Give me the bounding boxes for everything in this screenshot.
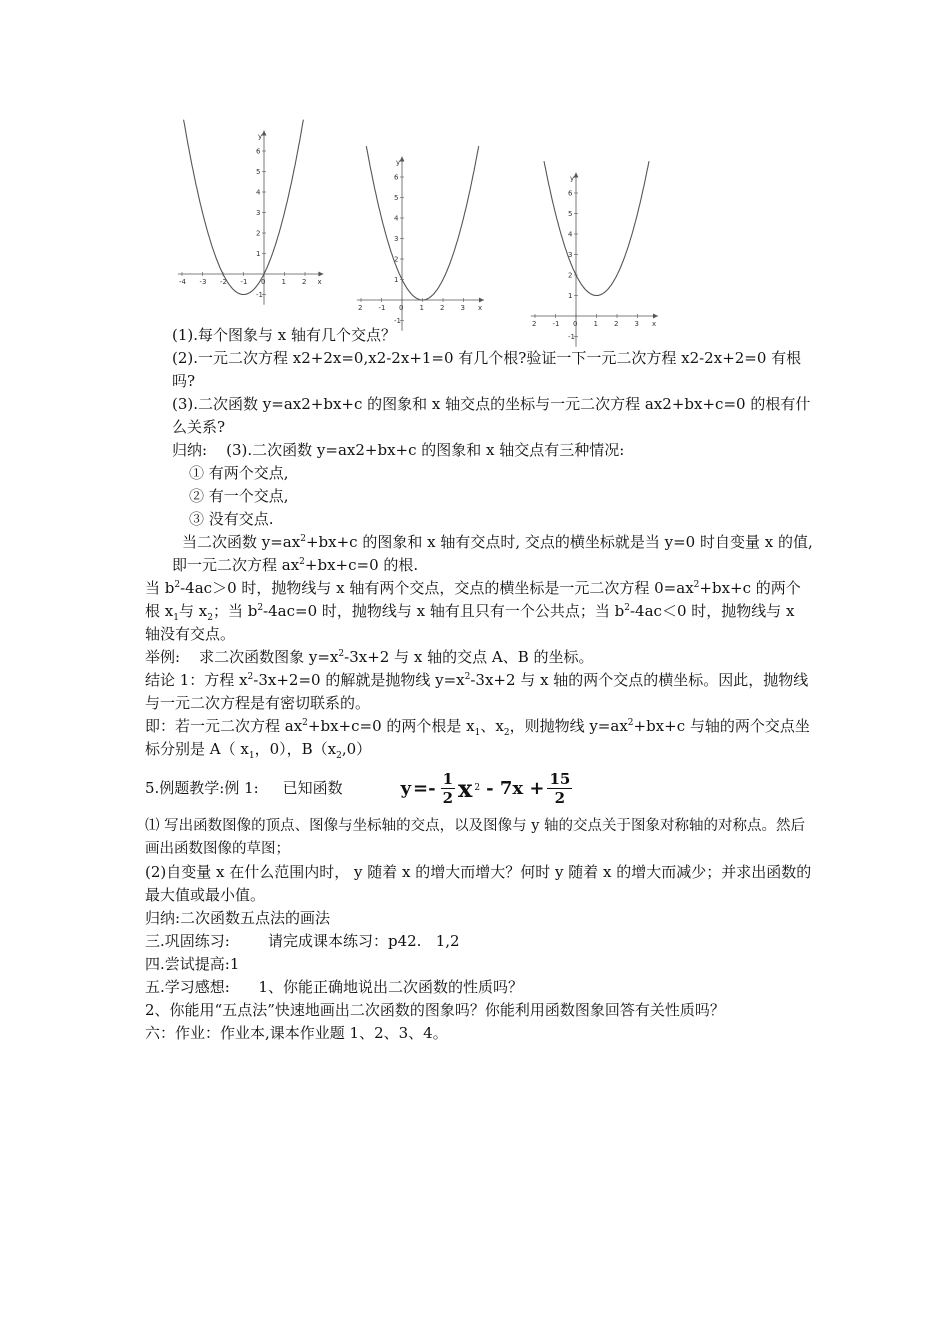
task-1: ⑴ 写出函数图像的顶点、图像与坐标轴的交点，以及图像与 y 轴的交点关于图象对称轴的对称点。然后画出函数图像的草图；	[145, 818, 806, 857]
parabola-curve	[544, 161, 649, 295]
x-axis-arrow	[479, 298, 484, 303]
y-tick-label: -1	[568, 333, 575, 341]
parabola-curve	[366, 146, 478, 300]
y-tick-label: 6	[568, 189, 573, 198]
case-3: ③ 没有交点.	[189, 510, 274, 528]
x-axis-label: x	[478, 304, 483, 312]
x-axis-label: x	[652, 320, 657, 328]
graph-2	[354, 134, 494, 325]
practice: 三.巩固练习: 请完成课本练习：p42. 1,2	[145, 932, 460, 950]
x-tick-label: 3	[634, 320, 639, 328]
task-2: (2)自变量 x 在什么范围内时， y 随着 x 的增大而增大？何时 y 随着 x 的增大而减少；并求出函数的最大值或最小值。	[145, 863, 812, 904]
y-axis-label: y	[396, 158, 401, 167]
graph-3-svg	[528, 148, 668, 341]
y-tick-label: 1	[394, 276, 399, 284]
reflection-1: 五.学习感想: 1、你能正确地说出二次函数的性质吗？	[145, 978, 523, 996]
summary-heading: 归纳: (3).二次函数 y=ax2+bx+c 的图象和 x 轴交点有三种情况:	[172, 441, 625, 459]
x-tick-label: -1	[552, 320, 560, 328]
question-1: (1).每个图象与 x 轴有几个交点？	[172, 326, 397, 344]
conclusion-1: 结论 1：方程 $x^2-3x+2=0$ 的解就是抛物线 $y=x^2-3x+2$ 与 x 轴的两个交点的横坐标。因此，抛物线与一元二次方程是有密切联系的。	[145, 671, 809, 712]
y-axis-label: y	[570, 174, 575, 183]
x-tick-label: 2	[440, 304, 445, 312]
x-tick-label: 1	[281, 278, 286, 286]
discriminant-note: 当 $b^2-4ac>0$ 时，抛物线与 x 轴有两个交点，交点的横坐标是一元二次方程 $0=ax^2+bx+c$ 的两个根 $x_1$与 $x_2$；当 $b^2-4ac=0$ 时，抛物线与 x 轴有且只有一个公共点；当 $b^2-4ac<0$ 时，抛物线与 x 轴没有交点。	[145, 579, 801, 643]
y-tick-label: 1	[256, 250, 261, 258]
y-tick-label: 4	[256, 188, 261, 197]
namely-note: 即：若一元二次方程 $ax^2+bx+c=0$ 的两个根是 $x_1$、$x_2$，则抛物线 $y=ax^2+bx+c$ 与轴的两个交点坐标分别是 A（ $x_1$，0），$B(x_2,0)$	[145, 717, 810, 761]
x-tick-label: 2	[614, 320, 619, 328]
y-axis-arrow	[574, 173, 579, 178]
x-tick-label: 1	[593, 320, 598, 328]
x-tick-label: 2	[358, 304, 363, 312]
y-tick-label: 4	[394, 214, 399, 223]
y-tick-label: 3	[394, 235, 399, 243]
fraction-1: $\frac{1}{2}$	[442, 769, 454, 807]
x-tick-label: -2	[220, 278, 227, 286]
x-tick-label: -3	[199, 278, 207, 286]
question-2: (2).一元二次方程 x2+2x=0,x2-2x+1=0 有几个根?验证一下一元二次方程 x2-2x+2=0 有根吗?	[172, 349, 802, 390]
x-tick-label: -4	[179, 278, 186, 286]
try-improve: 四.尝试提高:1	[145, 955, 240, 973]
question-3: (3).二次函数 y=ax2+bx+c 的图象和 x 轴交点的坐标与一元二次方程 ax2+bx+c=0 的根有什么关系?	[172, 395, 811, 436]
function-formula: y =- $\frac{1}{2}$ x 2 - 7x + $\frac{15}{2}$	[400, 769, 571, 807]
x-tick-label: 3	[460, 304, 465, 312]
example-1-label: 5.例题教学:例 1: 已知函数	[145, 778, 343, 797]
example: 举例: 求二次函数图象 $y=x^2-3x+2$ 与 x 轴的交点 A、B 的坐标。	[145, 648, 594, 666]
y-tick-label: 6	[256, 147, 261, 156]
x-axis-arrow	[318, 272, 323, 277]
x-tick-label: 2	[302, 278, 307, 286]
x-tick-label: 0	[261, 278, 266, 286]
case-1: ① 有两个交点,	[189, 464, 289, 482]
homework: 六：作业：作业本,课本作业题 1、2、3、4。	[145, 1024, 448, 1042]
x-tick-label: 0	[573, 320, 578, 328]
y-tick-label: 3	[256, 209, 261, 217]
reflection-2: 2、你能用“五点法”快速地画出二次函数的图象吗？你能利用函数图象回答有关性质吗？	[145, 1001, 725, 1019]
y-tick-label: 1	[568, 292, 573, 300]
y-tick-label: 3	[568, 251, 573, 259]
y-axis-arrow	[400, 157, 405, 162]
document-body	[145, 324, 813, 1045]
case-2: ② 有一个交点,	[189, 487, 289, 505]
y-tick-label: 5	[568, 210, 573, 218]
graph-1-svg	[174, 122, 324, 302]
intersection-note: 当二次函数 $y=ax^2+bx+c$ 的图象和 x 轴有交点时, 交点的横坐标就是当 y=0 时自变量 x 的值,即一元二次方程 $ax^2+bx+c=0$ 的根.	[172, 533, 813, 574]
x-tick-label: 1	[419, 304, 424, 312]
fraction-2: $\frac{15}{2}$	[549, 769, 571, 807]
y-tick-label: -1	[256, 291, 263, 299]
x-tick-label: -1	[378, 304, 386, 312]
y-tick-label: 6	[394, 173, 399, 182]
y-tick-label: 2	[256, 229, 261, 238]
x-axis-arrow	[653, 314, 658, 319]
graph-1	[174, 122, 324, 302]
y-tick-label: 2	[394, 255, 399, 264]
graph-2-svg	[354, 134, 494, 325]
y-tick-label: -1	[394, 317, 401, 325]
five-point-method: 归纳:二次函数五点法的画法	[145, 909, 331, 927]
y-tick-label: 5	[256, 168, 261, 176]
y-axis-label: y	[258, 132, 263, 141]
graph-3	[528, 148, 668, 341]
x-tick-label: -1	[240, 278, 248, 286]
parabola-curve	[184, 120, 307, 295]
x-axis-label: x	[317, 278, 322, 286]
y-tick-label: 2	[568, 271, 573, 280]
y-tick-label: 4	[568, 230, 573, 239]
x-tick-label: 2	[532, 320, 537, 328]
y-axis-arrow	[262, 131, 267, 136]
y-tick-label: 5	[394, 194, 399, 202]
example-1-row	[145, 763, 813, 813]
x-tick-label: 0	[399, 304, 404, 312]
